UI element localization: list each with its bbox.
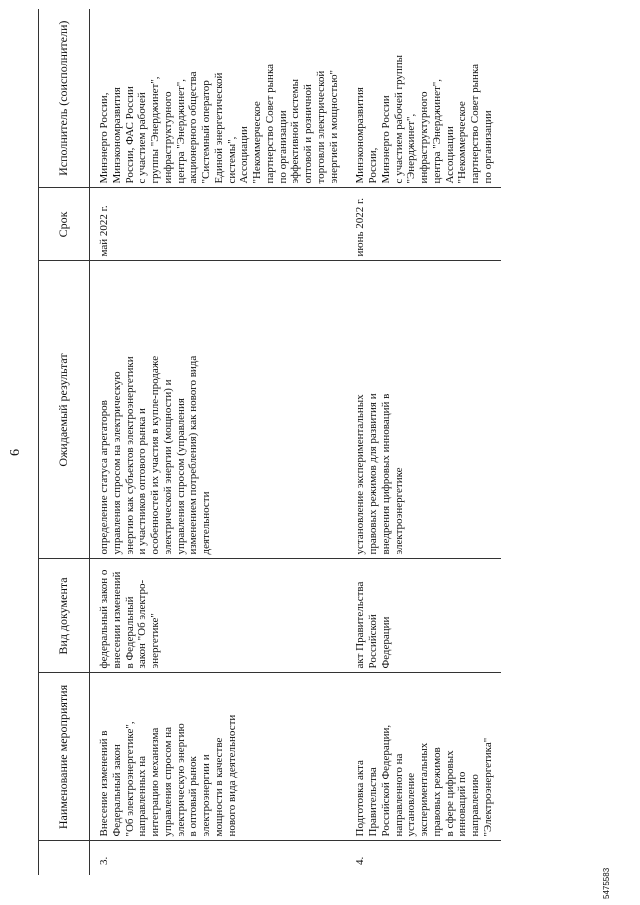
- document-type: [90, 559, 347, 673]
- executor-line: Минэнерго России,: [98, 92, 110, 184]
- measure-name-line: инноваций по: [456, 771, 469, 837]
- measure-name-line: Федеральный закон: [110, 744, 123, 837]
- measure-name-line: экспериментальных: [418, 742, 430, 837]
- measure-name-line: "Электроэнергетика": [481, 737, 494, 837]
- executor: [346, 9, 500, 188]
- executor-line: партнерство Совет рынка: [469, 63, 481, 184]
- table-header-row: [39, 9, 90, 875]
- measure-name-line: Правительства: [367, 767, 379, 837]
- measure-name: [346, 673, 500, 841]
- executor-line: с участием рабочей группы: [392, 55, 405, 184]
- executor-line: Минэкономразвития: [110, 87, 123, 184]
- measure-name: [90, 673, 347, 841]
- header-doc-type: Вид документа: [39, 559, 90, 673]
- executor-line: акционерного общества: [187, 71, 200, 184]
- executor-line: "Энерджинет",: [405, 113, 418, 184]
- executor-line: группы "Энерджинет",: [149, 76, 161, 184]
- measure-name-line: "Об электроэнергетике",: [123, 721, 136, 837]
- executor-line: системы",: [225, 136, 238, 184]
- executor-line: торговли электрической: [314, 70, 327, 184]
- row-number: 3.: [98, 856, 110, 865]
- expected-result: [90, 261, 347, 559]
- deadline: июнь 2022 г.: [346, 188, 500, 261]
- expected-result-line: установление экспериментальных: [354, 394, 367, 555]
- document-type: [346, 559, 500, 673]
- measure-name-line: Российской Федерации,: [379, 724, 392, 837]
- document-type-line: в Федеральный: [123, 596, 136, 669]
- expected-result-line: электрической энергии (мощности) и: [161, 379, 174, 555]
- table-row: [346, 9, 500, 875]
- measure-name-line: направленных на: [136, 756, 149, 837]
- measure-name-line: нового вида деятельности: [225, 714, 238, 837]
- executor-line: "Системный оператор: [200, 80, 212, 184]
- expected-result-line: особенностей их участия в купле-продаже: [149, 355, 161, 555]
- measures-table: [38, 9, 501, 875]
- document-type-line: Российской: [367, 614, 379, 669]
- header-result: Ожидаемый результат: [39, 261, 90, 559]
- measure-name-line: управления спросом на: [161, 727, 174, 837]
- executor-line: Минэнерго России: [379, 95, 392, 184]
- row-number: 4.: [354, 856, 367, 865]
- measure-name-line: интеграцию механизма: [149, 727, 161, 837]
- expected-result-line: управления спросом (управления: [174, 398, 187, 555]
- header-name: Наименование мероприятия: [39, 673, 90, 841]
- expected-result: [346, 261, 500, 559]
- executor-line: оптовой и розничной: [302, 84, 314, 184]
- executor-line: Ассоциации: [238, 126, 251, 184]
- executor: [90, 9, 347, 188]
- executor-line: Единой энергетической: [212, 72, 225, 184]
- document-type-line: акт Правительства: [354, 581, 367, 669]
- page-number: 6: [8, 449, 23, 456]
- expected-result-line: энергию как субъектов электроэнергетики: [123, 356, 136, 555]
- executor-line: партнерство Совет рынка: [263, 63, 276, 184]
- executor-line: инфраструктурного: [161, 91, 174, 184]
- measure-name-line: направлению: [469, 774, 481, 837]
- measure-name-line: в оптовый рынок: [187, 756, 200, 837]
- executor-line: России,: [367, 147, 379, 184]
- document-type-line: Федерации: [379, 616, 392, 669]
- expected-result-line: правовых режимов для развития и: [367, 393, 379, 555]
- measure-name-line: Подготовка акта: [354, 760, 367, 837]
- executor-line: Минэкономразвития: [354, 87, 367, 184]
- executor-line: центра "Энерджинет",: [430, 78, 443, 184]
- executor-line: центра "Энерджинет",: [174, 78, 187, 184]
- header-term: Срок: [39, 188, 90, 261]
- header-executor-line1: Исполнитель: [56, 108, 71, 176]
- executor-line: энергией и мощностью": [327, 69, 340, 184]
- measure-name-line: правовых режимов: [430, 747, 443, 837]
- document-type-line: федеральный закон о: [98, 569, 110, 669]
- executor-line: Ассоциации: [443, 126, 456, 184]
- table-row: [90, 9, 347, 875]
- header-executor: [39, 9, 90, 188]
- measure-name-line: установление: [405, 772, 418, 837]
- executor-line: "Некоммерческое: [456, 101, 469, 184]
- executor-line: эффективной системы: [289, 78, 302, 184]
- deadline: май 2022 г.: [90, 188, 347, 261]
- expected-result-line: определение статуса агрегаторов: [98, 400, 110, 555]
- executor-line: России, ФАС России: [123, 86, 136, 184]
- header-num: [39, 841, 90, 875]
- expected-result-line: управления спросом на электрическую: [110, 371, 123, 555]
- measure-name-line: электрическую энергию: [174, 723, 187, 837]
- document-type-line: энергетике": [149, 613, 161, 669]
- document-id: 5475583: [602, 867, 611, 899]
- header-executor-line2: (соисполнители): [56, 20, 71, 106]
- expected-result-line: и участников оптового рынка и: [136, 408, 149, 555]
- measure-name-line: направленного на: [392, 753, 405, 837]
- expected-result-line: изменением потребления) как нового вида: [187, 355, 200, 555]
- measure-name-line: Внесение изменений в: [98, 730, 110, 837]
- executor-line: "Некоммерческое: [251, 101, 263, 184]
- measure-name-line: в сфере цифровых: [443, 750, 456, 837]
- expected-result-line: деятельности: [200, 491, 212, 555]
- executor-line: инфраструктурного: [418, 91, 430, 184]
- measure-name-line: электроэнергии и: [200, 754, 212, 837]
- expected-result-line: электроэнергетике: [392, 467, 405, 555]
- executor-line: по организации: [481, 110, 494, 184]
- document-type-line: закон "Об электро-: [136, 579, 149, 669]
- measure-name-line: мощности в качестве: [212, 737, 225, 837]
- document-type-line: внесении изменений: [110, 571, 123, 669]
- executor-line: по организации: [276, 110, 289, 184]
- executor-line: с участием рабочей: [136, 92, 149, 184]
- expected-result-line: внедрения цифровых инноваций в: [379, 393, 392, 555]
